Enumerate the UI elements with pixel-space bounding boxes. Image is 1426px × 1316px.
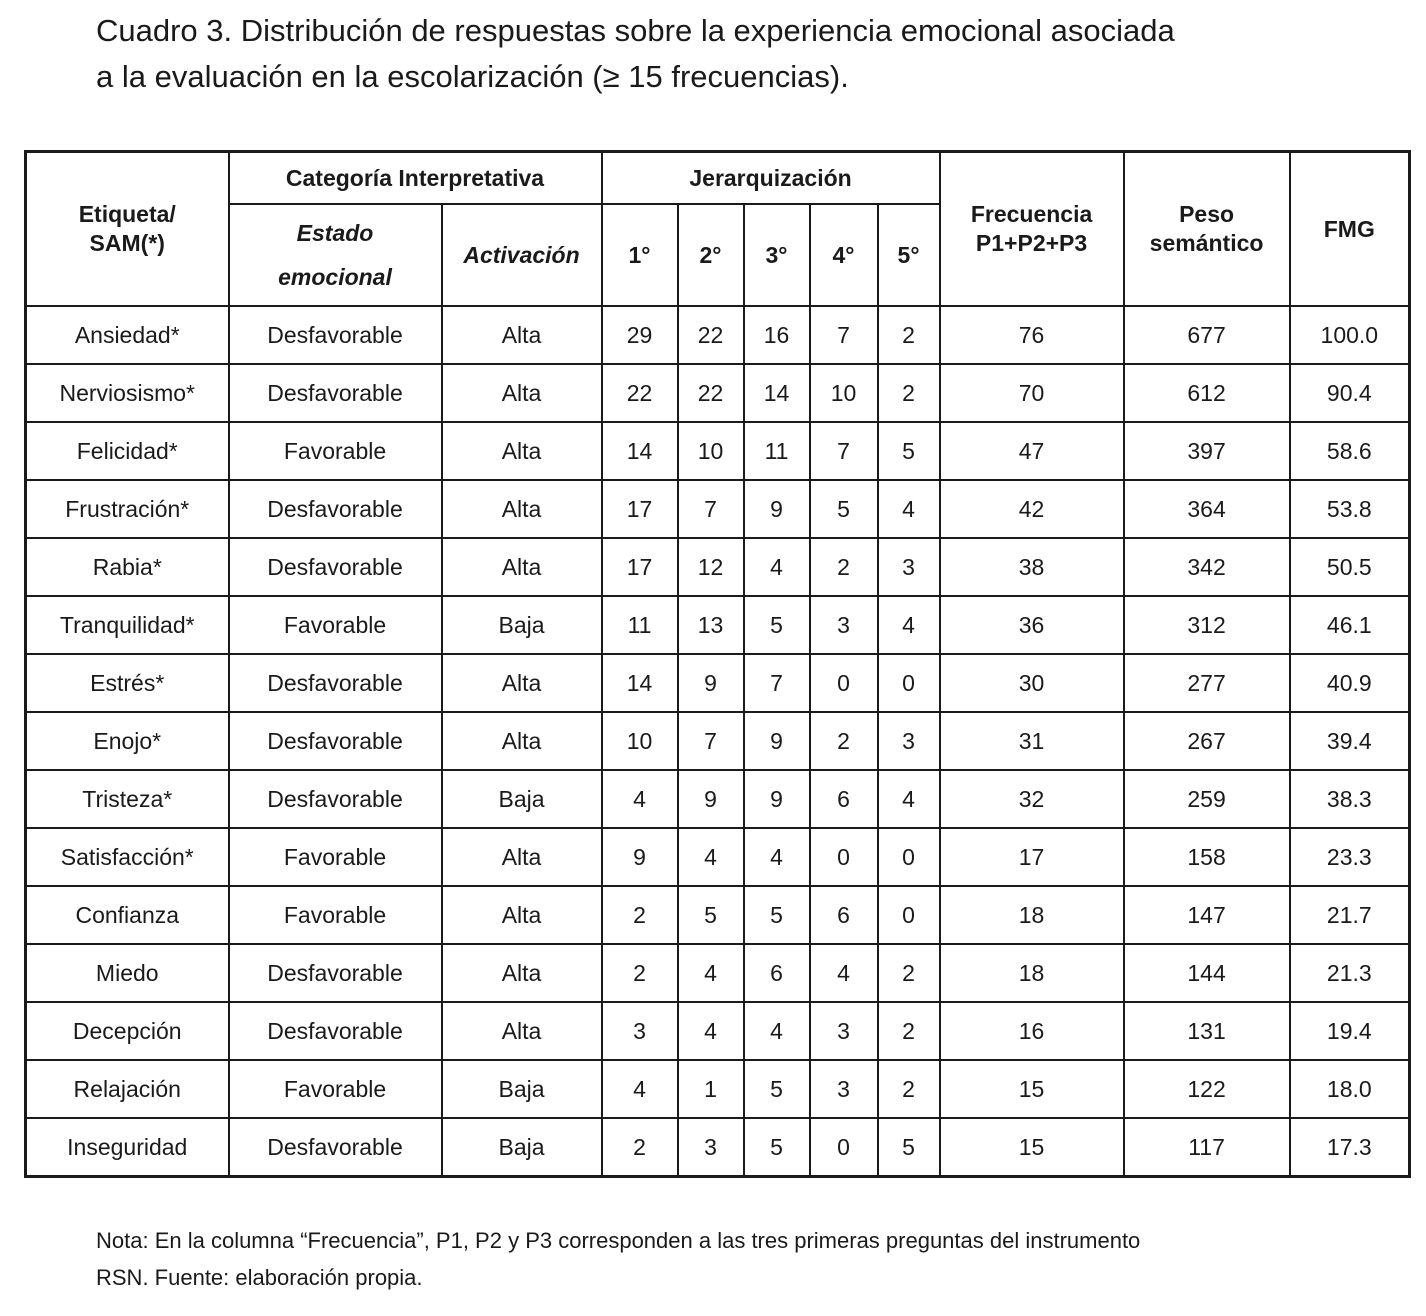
- cell-rank-5: 3: [878, 712, 940, 770]
- cell-rank-1: 14: [602, 422, 678, 480]
- cell-estado-emocional: Desfavorable: [229, 364, 442, 422]
- cell-rank-1: 9: [602, 828, 678, 886]
- cell-etiqueta: Tristeza*: [26, 770, 229, 828]
- cell-fmg: 19.4: [1290, 1002, 1410, 1060]
- cell-estado-emocional: Desfavorable: [229, 770, 442, 828]
- cell-rank-4: 6: [810, 770, 878, 828]
- cell-activacion: Baja: [442, 770, 602, 828]
- cell-rank-1: 3: [602, 1002, 678, 1060]
- cell-rank-1: 4: [602, 1060, 678, 1118]
- cell-peso-semantico: 131: [1124, 1002, 1290, 1060]
- cell-etiqueta: Satisfacción*: [26, 828, 229, 886]
- table-row: [26, 596, 1410, 654]
- header-activacion: Activación: [442, 204, 602, 306]
- cell-fmg: 90.4: [1290, 364, 1410, 422]
- cell-rank-5: 2: [878, 306, 940, 364]
- cell-estado-emocional: Desfavorable: [229, 480, 442, 538]
- table-row: [26, 306, 1410, 364]
- header-peso-semantico: Peso semántico: [1124, 152, 1290, 307]
- cell-rank-3: 5: [744, 1118, 810, 1177]
- cell-rank-3: 9: [744, 480, 810, 538]
- header-estado-emocional: Estado emocional: [229, 204, 442, 306]
- cell-rank-5: 2: [878, 1002, 940, 1060]
- cell-fmg: 21.7: [1290, 886, 1410, 944]
- table-body: [26, 306, 1410, 1177]
- header-frecuencia: Frecuencia P1+P2+P3: [940, 152, 1124, 307]
- cell-rank-2: 1: [678, 1060, 744, 1118]
- cell-peso-semantico: 122: [1124, 1060, 1290, 1118]
- cell-frecuencia: 18: [940, 886, 1124, 944]
- cell-rank-5: 3: [878, 538, 940, 596]
- cell-rank-5: 4: [878, 596, 940, 654]
- cell-rank-3: 6: [744, 944, 810, 1002]
- cell-rank-3: 5: [744, 886, 810, 944]
- cell-activacion: Alta: [442, 422, 602, 480]
- cell-activacion: Alta: [442, 538, 602, 596]
- table-row: [26, 538, 1410, 596]
- cell-rank-4: 2: [810, 538, 878, 596]
- cell-frecuencia: 15: [940, 1118, 1124, 1177]
- cell-frecuencia: 32: [940, 770, 1124, 828]
- caption-line-1: Cuadro 3. Distribución de respuestas sobre la experiencia emocional asociada: [96, 13, 1175, 48]
- table-row: [26, 1002, 1410, 1060]
- cell-frecuencia: 47: [940, 422, 1124, 480]
- cell-fmg: 18.0: [1290, 1060, 1410, 1118]
- cell-etiqueta: Rabia*: [26, 538, 229, 596]
- header-rank-2: 2°: [678, 204, 744, 306]
- cell-activacion: Baja: [442, 1060, 602, 1118]
- cell-activacion: Alta: [442, 306, 602, 364]
- cell-rank-2: 4: [678, 828, 744, 886]
- cell-rank-4: 0: [810, 828, 878, 886]
- cell-activacion: Alta: [442, 480, 602, 538]
- cell-rank-3: 5: [744, 1060, 810, 1118]
- cell-fmg: 17.3: [1290, 1118, 1410, 1177]
- cell-estado-emocional: Favorable: [229, 828, 442, 886]
- cell-frecuencia: 18: [940, 944, 1124, 1002]
- cell-rank-5: 0: [878, 886, 940, 944]
- cell-estado-emocional: Desfavorable: [229, 306, 442, 364]
- cell-etiqueta: Miedo: [26, 944, 229, 1002]
- table-row: [26, 654, 1410, 712]
- cell-rank-5: 2: [878, 944, 940, 1002]
- cell-peso-semantico: 147: [1124, 886, 1290, 944]
- cell-rank-4: 3: [810, 1002, 878, 1060]
- table-row: [26, 1060, 1410, 1118]
- cell-etiqueta: Relajación: [26, 1060, 229, 1118]
- cell-rank-4: 10: [810, 364, 878, 422]
- cell-estado-emocional: Favorable: [229, 886, 442, 944]
- cell-rank-3: 9: [744, 770, 810, 828]
- cell-peso-semantico: 277: [1124, 654, 1290, 712]
- cell-rank-1: 17: [602, 538, 678, 596]
- cell-rank-2: 7: [678, 712, 744, 770]
- cell-rank-5: 0: [878, 654, 940, 712]
- cell-rank-5: 4: [878, 480, 940, 538]
- cell-frecuencia: 42: [940, 480, 1124, 538]
- cell-rank-4: 4: [810, 944, 878, 1002]
- table-row: [26, 364, 1410, 422]
- header-jerarquizacion: Jerarquización: [602, 152, 940, 205]
- cell-activacion: Baja: [442, 1118, 602, 1177]
- cell-activacion: Baja: [442, 596, 602, 654]
- cell-rank-1: 11: [602, 596, 678, 654]
- cell-etiqueta: Estrés*: [26, 654, 229, 712]
- header-fmg: FMG: [1290, 152, 1410, 307]
- cell-etiqueta: Decepción: [26, 1002, 229, 1060]
- caption-line-2: a la evaluación en la escolarización (≥ 15 frecuencias).: [96, 59, 849, 94]
- table-row: [26, 1118, 1410, 1177]
- cell-rank-5: 0: [878, 828, 940, 886]
- cell-rank-3: 4: [744, 1002, 810, 1060]
- cell-rank-4: 2: [810, 712, 878, 770]
- cell-rank-1: 2: [602, 1118, 678, 1177]
- cell-rank-2: 7: [678, 480, 744, 538]
- cell-fmg: 100.0: [1290, 306, 1410, 364]
- cell-rank-4: 7: [810, 422, 878, 480]
- cell-fmg: 23.3: [1290, 828, 1410, 886]
- cell-rank-2: 10: [678, 422, 744, 480]
- table-row: [26, 944, 1410, 1002]
- cell-rank-3: 14: [744, 364, 810, 422]
- table-row: [26, 886, 1410, 944]
- cell-peso-semantico: 267: [1124, 712, 1290, 770]
- cell-estado-emocional: Favorable: [229, 422, 442, 480]
- cell-estado-emocional: Desfavorable: [229, 538, 442, 596]
- cell-rank-2: 4: [678, 1002, 744, 1060]
- note-line-2: RSN. Fuente: elaboración propia.: [96, 1265, 423, 1290]
- cell-frecuencia: 17: [940, 828, 1124, 886]
- cell-fmg: 38.3: [1290, 770, 1410, 828]
- responses-table: [24, 150, 1411, 1178]
- cell-rank-3: 7: [744, 654, 810, 712]
- cell-rank-1: 29: [602, 306, 678, 364]
- cell-activacion: Alta: [442, 828, 602, 886]
- cell-peso-semantico: 397: [1124, 422, 1290, 480]
- cell-frecuencia: 31: [940, 712, 1124, 770]
- cell-rank-3: 4: [744, 538, 810, 596]
- cell-frecuencia: 76: [940, 306, 1124, 364]
- cell-rank-5: 5: [878, 422, 940, 480]
- cell-estado-emocional: Desfavorable: [229, 944, 442, 1002]
- cell-rank-4: 3: [810, 1060, 878, 1118]
- cell-activacion: Alta: [442, 712, 602, 770]
- cell-etiqueta: Inseguridad: [26, 1118, 229, 1177]
- cell-etiqueta: Confianza: [26, 886, 229, 944]
- cell-rank-2: 22: [678, 364, 744, 422]
- cell-etiqueta: Ansiedad*: [26, 306, 229, 364]
- cell-rank-3: 16: [744, 306, 810, 364]
- cell-etiqueta: Tranquilidad*: [26, 596, 229, 654]
- cell-rank-2: 9: [678, 770, 744, 828]
- cell-peso-semantico: 158: [1124, 828, 1290, 886]
- cell-frecuencia: 36: [940, 596, 1124, 654]
- cell-rank-2: 22: [678, 306, 744, 364]
- cell-peso-semantico: 117: [1124, 1118, 1290, 1177]
- cell-rank-3: 9: [744, 712, 810, 770]
- cell-fmg: 21.3: [1290, 944, 1410, 1002]
- table-row: [26, 770, 1410, 828]
- cell-peso-semantico: 677: [1124, 306, 1290, 364]
- cell-etiqueta: Frustración*: [26, 480, 229, 538]
- cell-frecuencia: 38: [940, 538, 1124, 596]
- cell-rank-1: 22: [602, 364, 678, 422]
- cell-rank-3: 5: [744, 596, 810, 654]
- cell-rank-2: 12: [678, 538, 744, 596]
- cell-frecuencia: 16: [940, 1002, 1124, 1060]
- cell-activacion: Alta: [442, 364, 602, 422]
- cell-rank-4: 5: [810, 480, 878, 538]
- table-caption: [96, 8, 1356, 100]
- cell-fmg: 39.4: [1290, 712, 1410, 770]
- cell-rank-1: 14: [602, 654, 678, 712]
- cell-rank-2: 9: [678, 654, 744, 712]
- cell-activacion: Alta: [442, 886, 602, 944]
- cell-rank-5: 2: [878, 364, 940, 422]
- header-rank-5: 5°: [878, 204, 940, 306]
- cell-etiqueta: Felicidad*: [26, 422, 229, 480]
- cell-rank-1: 17: [602, 480, 678, 538]
- cell-rank-2: 13: [678, 596, 744, 654]
- header-etiqueta: Etiqueta/ SAM(*): [26, 152, 229, 307]
- cell-fmg: 53.8: [1290, 480, 1410, 538]
- cell-fmg: 50.5: [1290, 538, 1410, 596]
- cell-activacion: Alta: [442, 654, 602, 712]
- cell-rank-4: 6: [810, 886, 878, 944]
- cell-estado-emocional: Desfavorable: [229, 712, 442, 770]
- header-rank-1: 1°: [602, 204, 678, 306]
- table-note: [96, 1222, 1376, 1296]
- cell-rank-1: 2: [602, 886, 678, 944]
- cell-activacion: Alta: [442, 944, 602, 1002]
- cell-rank-5: 5: [878, 1118, 940, 1177]
- cell-rank-5: 2: [878, 1060, 940, 1118]
- table-row: [26, 422, 1410, 480]
- cell-peso-semantico: 342: [1124, 538, 1290, 596]
- cell-rank-5: 4: [878, 770, 940, 828]
- note-line-1: Nota: En la columna “Frecuencia”, P1, P2 y P3 corresponden a las tres primeras preguntas del instrumento: [96, 1228, 1141, 1253]
- cell-rank-2: 3: [678, 1118, 744, 1177]
- cell-etiqueta: Nerviosismo*: [26, 364, 229, 422]
- table-row: [26, 828, 1410, 886]
- cell-estado-emocional: Favorable: [229, 1060, 442, 1118]
- table-row: [26, 480, 1410, 538]
- cell-fmg: 58.6: [1290, 422, 1410, 480]
- cell-estado-emocional: Desfavorable: [229, 654, 442, 712]
- cell-peso-semantico: 259: [1124, 770, 1290, 828]
- cell-fmg: 46.1: [1290, 596, 1410, 654]
- cell-peso-semantico: 312: [1124, 596, 1290, 654]
- cell-rank-2: 4: [678, 944, 744, 1002]
- cell-frecuencia: 70: [940, 364, 1124, 422]
- cell-peso-semantico: 612: [1124, 364, 1290, 422]
- cell-rank-4: 7: [810, 306, 878, 364]
- cell-rank-4: 3: [810, 596, 878, 654]
- cell-activacion: Alta: [442, 1002, 602, 1060]
- cell-rank-2: 5: [678, 886, 744, 944]
- cell-rank-1: 2: [602, 944, 678, 1002]
- cell-rank-4: 0: [810, 654, 878, 712]
- cell-rank-3: 11: [744, 422, 810, 480]
- cell-estado-emocional: Desfavorable: [229, 1002, 442, 1060]
- cell-estado-emocional: Favorable: [229, 596, 442, 654]
- table-row: [26, 712, 1410, 770]
- cell-estado-emocional: Desfavorable: [229, 1118, 442, 1177]
- header-rank-3: 3°: [744, 204, 810, 306]
- header-categoria-interpretativa: Categoría Interpretativa: [229, 152, 602, 205]
- cell-rank-1: 10: [602, 712, 678, 770]
- cell-frecuencia: 15: [940, 1060, 1124, 1118]
- cell-peso-semantico: 364: [1124, 480, 1290, 538]
- cell-fmg: 40.9: [1290, 654, 1410, 712]
- cell-frecuencia: 30: [940, 654, 1124, 712]
- header-rank-4: 4°: [810, 204, 878, 306]
- cell-rank-1: 4: [602, 770, 678, 828]
- cell-rank-4: 0: [810, 1118, 878, 1177]
- cell-rank-3: 4: [744, 828, 810, 886]
- cell-peso-semantico: 144: [1124, 944, 1290, 1002]
- cell-etiqueta: Enojo*: [26, 712, 229, 770]
